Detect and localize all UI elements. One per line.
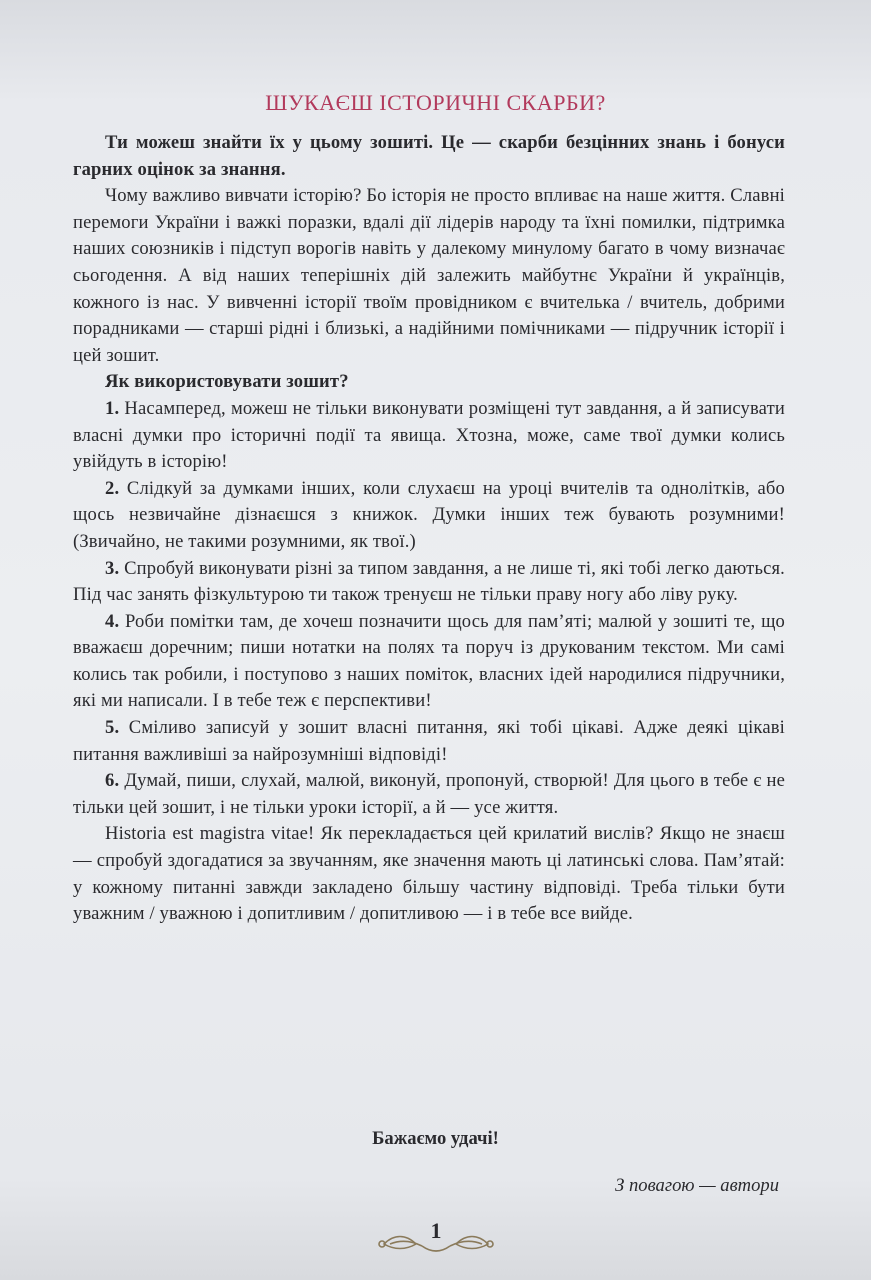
list-item bbox=[73, 476, 785, 556]
item-number: 2. bbox=[105, 477, 120, 499]
body-text bbox=[73, 130, 785, 928]
item-text: Сміливо записуй у зошит власні питання, які тобі цікаві. Адже деякі цікаві питання важливіші за найрозумніші відповіді! bbox=[73, 717, 785, 765]
page-number: 1 bbox=[430, 1218, 442, 1243]
page-title: ШУКАЄШ ІСТОРИЧНІ СКАРБИ? bbox=[265, 90, 606, 115]
page-number-ornament bbox=[376, 1216, 496, 1260]
list-item bbox=[73, 715, 785, 768]
item-number: 4. bbox=[105, 610, 120, 632]
intro-paragraph: Чому важливо вивчати історію? Бо історія не просто впливає на наше життя. Славні перемоги України і важкі поразки, вдалі дії лідерів народу та їхні помилки, підтримка наших союзників і підступ ворогів навіть у далекому минулому багато в чому визначає сьогодення. А від наших теперішніх дій залежить майбутнє України й українців, кожного із нас. У вивченні історії твоїм провідником є вчителька / вчитель, добрими порадниками — старші рідні і близькі, а надійними помічниками — підручник історії і цей зошит. bbox=[73, 185, 785, 366]
item-number: 5. bbox=[105, 717, 120, 739]
list-item bbox=[73, 556, 785, 609]
item-number: 6. bbox=[105, 770, 120, 792]
item-text: Роби помітки там, де хочеш позначити щось для пам’яті; малюй у зошиті те, що вважаєш доречним; пиши нотатки на полях та поруч із друкованим текстом. Ми самі колись так робили, і поступово з наших поміток, власних ідей народилися підручники, які ми написали. І в тебе теж є перспективи! bbox=[73, 610, 785, 712]
item-number: 1. bbox=[105, 397, 120, 419]
item-text: Слідкуй за думками інших, коли слухаєш на уроці вчителів та однолітків, або щось незвичайне дізнаєшся з книжок. Думки інших теж бувають розумними! (Звичайно, не такими розумними, як твої.) bbox=[73, 477, 785, 552]
wish-text: Бажаємо удачі! bbox=[372, 1128, 499, 1149]
closing-paragraph: Historia est magistra vitae! Як перекладається цей крилатий вислів? Якщо не знаєш — спробуй здогадатися за звучанням, яке значення мають ці латинські слова. Пам’ятай: у кожному питанні завжди закладено більшу частину відповіді. Треба тільки бути уважним / уважною і допитливим / допитливою — і в тебе все вийде. bbox=[73, 823, 785, 925]
intro-bold: Ти можеш знайти їх у цьому зошиті. Це — скарби безцінних знань і бонуси гарних оцінок за знання. bbox=[73, 132, 785, 180]
list-item bbox=[73, 768, 785, 821]
item-text: Насамперед, можеш не тільки виконувати розміщені тут завдання, а й записувати власні думки про історичні події та явища. Хтозна, може, саме твої думки колись увійдуть в історію! bbox=[73, 397, 785, 473]
list-item bbox=[73, 396, 785, 476]
list-item bbox=[73, 609, 785, 715]
signature: З повагою — автори bbox=[615, 1175, 779, 1196]
item-number: 3. bbox=[105, 557, 120, 579]
item-text: Спробуй виконувати різні за типом завдання, а не лише ті, які тобі легко даються. Під час занять фізкультурою ти також тренуєш не тільки праву ногу або ліву руку. bbox=[73, 557, 785, 606]
item-text: Думай, пиши, слухай, малюй, виконуй, пропонуй, створюй! Для цього в тебе є не тільки цей зошит, і не тільки уроки історії, а й — усе життя. bbox=[73, 770, 785, 818]
howto-heading: Як використовувати зошит? bbox=[105, 371, 349, 393]
